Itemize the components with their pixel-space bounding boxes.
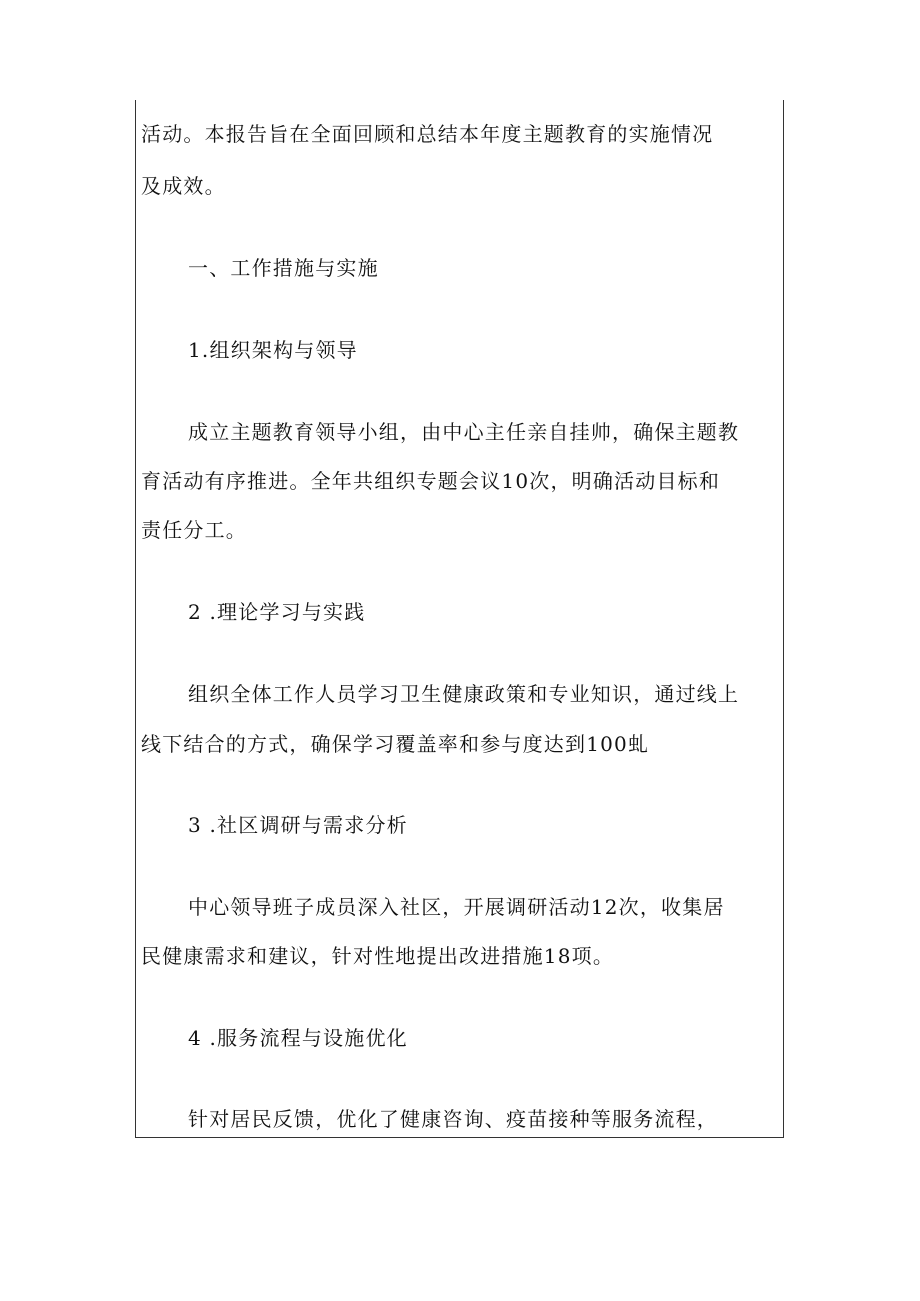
paragraph-service-line-1: 针对居民反馈，优化了健康咨询、疫苗接种等服务流程，	[188, 1107, 718, 1131]
paragraph-intro-line-1: 活动。本报告旨在全面回顾和总结本年度主题教育的实施情况	[141, 122, 714, 146]
paragraph-theory-line-2: 线下结合的方式，确保学习覆盖率和参与度达到100虬	[141, 732, 650, 756]
subheading-theory-study: 2 .理论学习与实践	[188, 600, 366, 624]
section-heading-measures: 一、工作措施与实施	[188, 256, 379, 280]
paragraph-organization-line-3: 责任分工。	[141, 518, 247, 542]
subheading-organization: 1.组织架构与领导	[188, 338, 358, 362]
paragraph-theory-line-1: 组织全体工作人员学习卫生健康政策和专业知识，通过线上	[188, 682, 740, 706]
paragraph-research-line-2: 民健康需求和建议，针对性地提出改进措施18项。	[141, 944, 615, 968]
paragraph-organization-line-1: 成立主题教育领导小组，由中心主任亲自挂帅，确保主题教	[188, 420, 740, 444]
subheading-service-optimization: 4 .服务流程与设施优化	[188, 1026, 408, 1050]
subheading-community-research: 3 .社区调研与需求分析	[188, 813, 408, 837]
paragraph-intro-line-2: 及成效。	[141, 174, 226, 198]
paragraph-organization-line-2: 育活动有序推进。全年共组织专题会议10次，明确活动目标和	[141, 469, 721, 493]
paragraph-research-line-1: 中心领导班子成员深入社区，开展调研活动12次，收集居	[188, 895, 725, 919]
